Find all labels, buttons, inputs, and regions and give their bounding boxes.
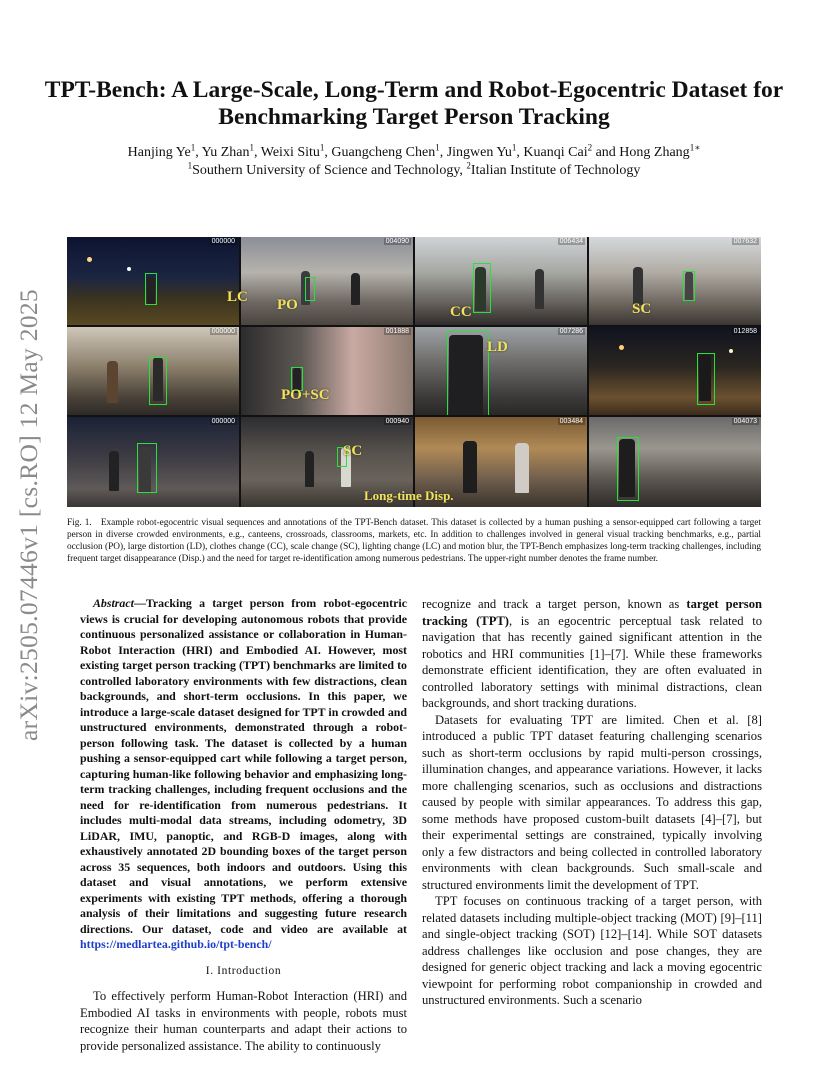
left-column [80, 596, 407, 1054]
frame-image [589, 417, 761, 507]
frame-number: 003484 [559, 418, 583, 425]
intro-paragraph: recognize and track a target person, known as target person tracking (TPT), is an egocentric perceptual task related to navigation that has recently gained significant attention in the robotics and HRI communities [1]–[7]. While these frameworks demonstrate efficient identification, they are often evaluated in controlled laboratory settings with minimal distractions, clean backgrounds, and short tracking durations. [422, 597, 762, 710]
target-bounding-box [305, 277, 315, 301]
arxiv-id: arXiv:2505.07446v1 [cs.RO] 12 May 2025 [14, 289, 43, 741]
paper-title: TPT-Bench: A Large-Scale, Long-Term and Robot-Egocentric Dataset for Benchmarking Target Person Tracking [44, 77, 784, 130]
frame-image [67, 237, 239, 325]
abstract-text: —Tracking a target person from robot-egocentric views is crucial for developing autonomous robots that provide continuous personalized assistance or collaboration in Human-Robot Interaction (HRI) and Embodied AI. However, most existing target person tracking (TPT) benchmarks are limited to controlled laboratory environments with few distractions, clean backgrounds, and short-term occlusions. In this paper, we introduce a large-scale dataset designed for TPT in crowded and unstructured environments, demonstrated through a robot-person following task. The dataset is collected by a human pushing a sensor-equipped cart while following a target person, capturing human-like following behavior and emphasizing long-term tracking challenges, including frequent occlusions and the need for re-identification from numerous pedestrians. It includes multi-modal data streams, including odometry, 3D LiDAR, IMU, panoptic, and RGB-D images, along with exhaustively annotated 2D bounding boxes of the target person across 35 sequences, both indoors and outdoors. Using this dataset and visual annotations, we perform extensive experiments with existing TPT methods, offering a thorough analysis of their limitations and suggesting future research directions. Our dataset, code and video are available at [80, 596, 407, 936]
author: Guangcheng Chen$^1$, [331, 142, 447, 160]
arxiv-side-stamp [4, 275, 54, 755]
target-bounding-box [697, 353, 715, 405]
target-bounding-box [447, 331, 489, 415]
figure-1-image-grid [67, 237, 761, 507]
figure-label: Fig. 1. [67, 518, 92, 528]
annotation-label: LC [227, 289, 248, 305]
frame-image [415, 237, 587, 325]
annotation-label: LD [487, 339, 508, 355]
annotation-label: SC [632, 301, 652, 317]
frame-number: 001888 [385, 328, 409, 335]
target-bounding-box [473, 263, 491, 313]
target-bounding-box [145, 273, 157, 305]
frame-number: 000000 [211, 418, 235, 425]
frame-number: 000000 [211, 238, 235, 245]
author: Weixi Situ$^1$, [260, 142, 332, 160]
annotation-label: SC [343, 443, 363, 459]
target-bounding-box [137, 443, 157, 493]
term-highlight: target person tracking (TPT) [422, 597, 762, 628]
target-bounding-box [683, 271, 695, 301]
frame-image [67, 327, 239, 415]
affiliations [40, 162, 788, 180]
affiliation: $^2$Italian Institute of Technology [466, 160, 641, 178]
project-link[interactable]: https://medlartea.github.io/tpt-bench/ [80, 937, 272, 951]
frame-number: 006434 [559, 238, 583, 245]
section-heading: I. Introduction [205, 964, 282, 977]
annotation-label: PO [277, 297, 298, 313]
abstract [80, 596, 407, 953]
author: Hong Zhang$^{1∗}$ [619, 142, 701, 160]
frame-number: 004073 [733, 418, 757, 425]
abstract-label: Abstract [93, 596, 134, 610]
frame-image [241, 237, 413, 325]
author-list [40, 144, 788, 162]
target-bounding-box [149, 357, 167, 405]
frame-number: 000940 [385, 418, 409, 425]
figure-caption [67, 517, 761, 565]
author-block [40, 144, 788, 180]
caption-text: Example robot-egocentric visual sequences and annotations of the TPT-Bench dataset. This dataset is collected by a human pushing a sensor-equipped cart following a target person in diverse crowded environments, e.g., canteens, crossroads, classrooms, markets, etc. In addition to challenges involved in general visual tracking benchmarks, e.g., partial occlusion (PO), large distortion (LD), clothes change (CC), scale change (SC), lighting change (LC) and motion blur, the TPT-Bench emphasizes long-term tracking challenges, including frequent target disappearance (Disp.) and the need for target re-identification among numerous pedestrians. The upper-right number denotes the frame number. [67, 518, 761, 565]
annotation-label: CC [450, 304, 472, 320]
frame-image [67, 417, 239, 507]
frame-image [589, 327, 761, 415]
author: Jingwen Yu$^1$, [446, 142, 524, 160]
annotation-label: Long-time Disp. [364, 488, 454, 503]
intro-paragraph: Datasets for evaluating TPT are limited. Chen et al. [8] introduced a public TPT dataset featuring challenging scenarios such as short-term occlusions by rapid multi-person crossings, illumination changes, and appearance variations. However, it lacks more challenging scenarios, such as occlusions and distractions caused by people with similar appearances. To address this gap, some methods have proposed custom-built datasets [4]–[7], but their experimental settings are constrained, typically involving only a few distractors and being collected in controlled laboratory environments with clean backgrounds. Such small-scale and structured environments limit the development of TPT. [422, 712, 762, 892]
affiliation: $^1$Southern University of Science and Technology, [187, 160, 463, 178]
author: Yu Zhan$^1$, [201, 142, 261, 160]
frame-number: 000000 [211, 328, 235, 335]
right-column [422, 596, 762, 1009]
frame-number: 007286 [559, 328, 583, 335]
author: Kuanqi Cai$^2$ and [523, 142, 620, 160]
intro-paragraph: TPT focuses on continuous tracking of a target person, with related datasets including multiple-object tracking (MOT) [9]–[11] and single-object tracking (SOT) [12]–[14]. While SOT datasets address challenges like occlusion and pose changes, they are designed for generic object tracking and lack a moving egocentric viewpoint for performing robot companionship in crowded and unstructured environments. Such a scenario [422, 894, 762, 1007]
frame-number: 012858 [733, 328, 757, 335]
annotation-label: PO+SC [281, 387, 330, 403]
author: Hanjing Ye$^1$, [127, 142, 202, 160]
target-bounding-box [617, 437, 639, 501]
frame-image [589, 237, 761, 325]
frame-number: 007632 [733, 238, 757, 245]
intro-paragraph: To effectively perform Human-Robot Interaction (HRI) and Embodied AI tasks in environments with people, robots must recognize their human counterparts and adapt their actions to provide personalized assistance. The ability to continuously [80, 989, 407, 1053]
frame-number: 004090 [385, 238, 409, 245]
